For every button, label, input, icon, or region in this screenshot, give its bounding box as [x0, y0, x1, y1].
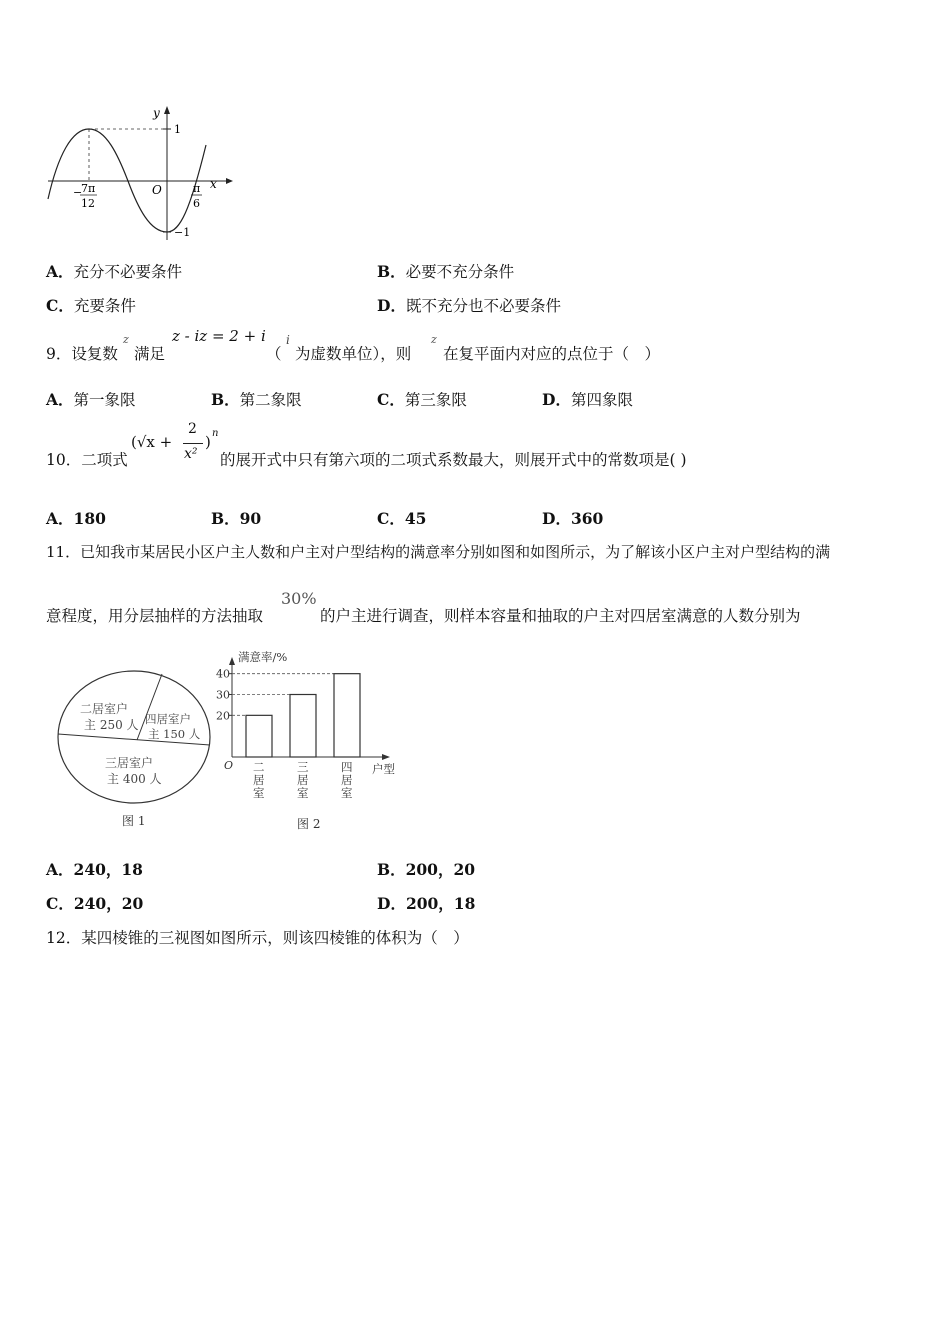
q9-number: 9．设复数 [46, 345, 118, 363]
q11-option-c[interactable]: C．240，20 [46, 894, 144, 913]
x-right-den: 6 [193, 197, 200, 210]
x-axis-label: x [210, 177, 217, 191]
q11-percent: 30% [281, 589, 317, 608]
q8-option-b[interactable]: B．必要不充分条件 [377, 262, 515, 281]
q10-frac-den: x² [184, 446, 198, 462]
y-tick-label: 30 [216, 688, 230, 702]
q10-expr-close: ) [205, 433, 211, 451]
q11-option-d[interactable]: D．200，18 [377, 894, 476, 913]
y-axis-arrow [164, 106, 170, 114]
bar-chart [212, 645, 407, 840]
x-left-sign: − [73, 186, 83, 199]
x-category-label: 四 [341, 760, 353, 774]
q10-expr-open: (√x + [131, 433, 173, 451]
bar-chart-origin: O [224, 759, 234, 772]
x-category-label: 室 [341, 786, 353, 800]
q9-option-a[interactable]: A．第一象限 [46, 390, 136, 409]
q9-option-b[interactable]: B．第二象限 [211, 390, 302, 409]
q9-paren: （ [266, 345, 282, 363]
y-tick-label: 40 [216, 667, 230, 681]
q9-var-z2: z [431, 333, 437, 346]
q9-part3: 为虚数单位），则 [295, 345, 412, 363]
x-category-label: 居 [253, 773, 265, 787]
x-left-den: 12 [81, 197, 95, 210]
q11-line2a: 意程度，用分层抽样的方法抽取 [46, 607, 264, 625]
pie-caption: 图 1 [122, 814, 146, 828]
bar-chart-caption: 图 2 [297, 817, 321, 831]
x-category-label: 居 [297, 773, 309, 787]
q8-option-c[interactable]: C．充要条件 [46, 296, 136, 315]
q10-option-c[interactable]: C．45 [377, 509, 427, 528]
q11-line1: 11．已知我市某居民小区户主人数和户主对户型结构的满意率分别如图和如图所示，为了解该小区户主对户型结构的满 [46, 543, 831, 561]
q11-option-b[interactable]: B．200，20 [377, 860, 476, 879]
pie-seg1-line2: 主 250 人 [84, 718, 139, 732]
x-category-label: 居 [341, 773, 353, 787]
x-category-label: 二 [253, 760, 265, 774]
x-category-label: 三 [297, 760, 309, 774]
q9-var-i: i [286, 333, 290, 347]
q10-exponent: n [212, 428, 219, 439]
q10-number: 10．二项式 [46, 451, 128, 469]
x-category-label: 室 [253, 786, 265, 800]
pie-figure [50, 665, 220, 835]
sine-graph [40, 100, 240, 245]
pie-seg1-line1: 二居室户 [80, 702, 129, 716]
q8-option-d[interactable]: D．既不充分也不必要条件 [377, 296, 561, 315]
y-axis-label: y [153, 106, 160, 120]
q9-option-c[interactable]: C．第三象限 [377, 390, 467, 409]
q10-option-d[interactable]: D．360 [542, 509, 604, 528]
bar-2 [290, 695, 316, 758]
q9-equation: z - iz = 2 + i [172, 327, 266, 345]
q10-part2: 的展开式中只有第六项的二项式系数最大，则展开式中的常数项是( ) [220, 451, 687, 469]
q10-frac-num: 2 [188, 421, 197, 437]
x-axis-arrow [226, 178, 233, 184]
q9-option-d[interactable]: D．第四象限 [542, 390, 633, 409]
bar-chart-xlabel: 户型 [372, 762, 395, 776]
bar-1 [246, 715, 272, 757]
pie-seg3-line2: 主 400 人 [107, 772, 162, 786]
y-min-label: −1 [174, 226, 191, 239]
q8-option-a[interactable]: A．充分不必要条件 [46, 262, 183, 281]
pie-seg2-line1: 四居室户 [145, 712, 191, 726]
bar-3 [334, 674, 360, 757]
pie-seg2-line2: 主 150 人 [148, 727, 201, 741]
y-tick-label: 20 [216, 709, 230, 723]
pie-seg3-line1: 三居室户 [105, 756, 154, 770]
q10-option-b[interactable]: B．90 [211, 509, 262, 528]
x-left-num: 7π [81, 182, 96, 195]
q11-option-a[interactable]: A．240，18 [46, 860, 143, 879]
q11-line2b: 的户主进行调查，则样本容量和抽取的户主对四居室满意的人数分别为 [320, 607, 801, 625]
x-right-num: π [193, 182, 201, 195]
q12-text: 12．某四棱锥的三视图如图所示，则该四棱锥的体积为（ ） [46, 929, 469, 947]
q9-part2: 满足 [134, 345, 166, 363]
q9-var-z: z [123, 333, 129, 346]
q10-option-a[interactable]: A．180 [46, 509, 106, 528]
bar-chart-ylabel: 满意率/% [238, 650, 288, 664]
y-max-label: 1 [174, 123, 181, 136]
q9-part4: 在复平面内对应的点位于（ ） [443, 345, 661, 363]
origin-label: O [152, 183, 162, 197]
x-category-label: 室 [297, 786, 309, 800]
